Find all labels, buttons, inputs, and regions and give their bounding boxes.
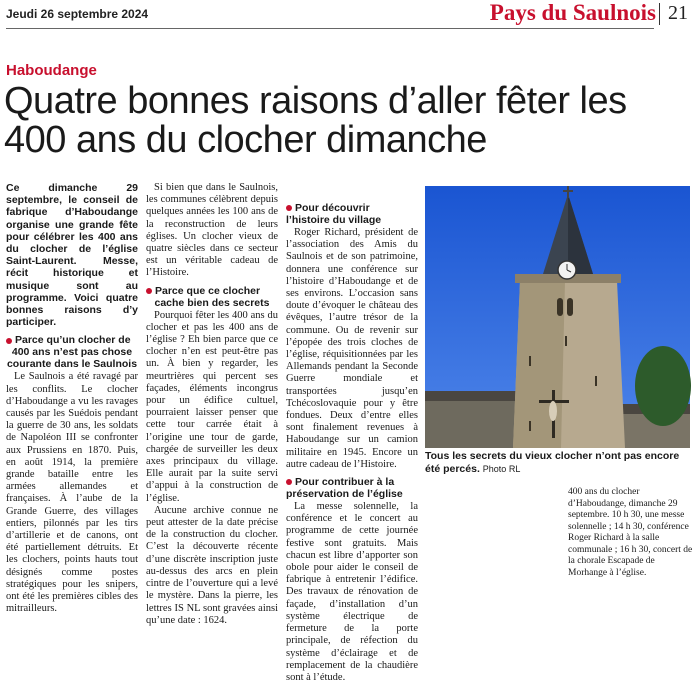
header-divider [659,3,660,25]
subheading-1 [6,334,138,370]
church-photo [425,186,690,448]
article-column-1 [6,182,138,616]
practical-info-text: 400 ans du clocher d’Haboudange, dimanche 29 septembre. 10 h 30, une messe solennelle ; 14 h 30, conférence Roger Richard à la salle communale ; 16 h 30, concert de la chorale Escapade de Morhange à l’église. [568,487,693,578]
page-number: 21 [668,2,688,24]
subheading-line: l’histoire du village [286,214,382,226]
body-paragraph: Pourquoi fêter les 400 ans du clocher et pas les 400 ans de l’église ? Eh bien parce que ce clocher n’en est peut-être pas un. À bien y regarder, les meurtrières qui percent ses façades, éléments incongrus pour un édifice cultuel, pourraient laisser penser que cette tour carrée était à l’origine une tour de garde, chargée de surveiller les deux axes principaux du village. Elle aurait par la suite servi d’appui à la construction de l’église. [146,309,278,504]
section-title: Pays du Saulnois [489,0,656,25]
subheading-line: Pour découvrir [295,202,370,214]
body-paragraph: La messe solennelle, la conférence et le concert au programme de cette journée festive sont gratuits. Mais chacun est libre d’apporter son obole pour aider le conseil de fabrique à entretenir l’édifice. Des travaux de rénovation de façade, d’installation d’un système électrique de fermeture de la porte principale, de réfection du système d’éclairage et de remplacement de la chaudière sont à l’étude. [286,501,418,683]
header-rule [6,28,654,29]
subheading-line: Parce que ce clocher [155,284,261,297]
bullet-dot-icon [286,205,292,211]
subheading-4 [286,476,418,500]
subheading-line: Parce qu’un clocher de [15,334,131,347]
lead-paragraph: Ce dimanche 29 septembre, le conseil de fabrique d’Haboudange organise une grande fête pour célébrer les 400 ans du clocher de l’église Saint-Laurent. Messe, récit historique et musique sont au programme. Voici quatre bonnes raisons d’y participer. [6,182,138,329]
subheading-line: cache bien des secrets [154,296,270,309]
photo-credit: Photo RL [482,464,521,474]
caption-text: Tous les secrets du vieux clocher n’ont pas encore été percés. [425,450,680,475]
photo-caption [425,450,690,476]
issue-date: Jeudi 26 septembre 2024 [6,7,149,21]
bullet-dot-icon [146,288,152,294]
church-tower-illustration [425,186,690,448]
body-paragraph: Le Saulnois a été ravagé par les conflits. Le clocher d’Haboudange a vu les ravages causés par les Suédois pendant la guerre de 30 ans, les soldats de Napoléon III se confronter aux Prussiens en 1870. Puis, en août 1914, la première grande bataille entre les armées allemandes et françaises. À l’aube de la Grande Guerre, des villages entiers, pilonnés par les tirs d’artillerie et de canons, ont été partiellement détruits. Et les clochers, points hauts tout désignés comme postes stratégiques pour les snipers, ont été les premières cibles des mitrailleurs. [6,371,138,615]
subheading-3 [286,202,418,226]
subheading-line: préservation de l’église [286,488,403,501]
body-paragraph: Si bien que dans le Saulnois, les communes célèbrent depuis quelques années les 100 ans de la reconstruction de leurs églises. Un clocher vieux de quatre siècles dans ce secteur est un véritable cadeau de l’Histoire. [146,182,278,279]
subheading-line: Pour contribuer à la [295,476,395,489]
kicker: Haboudange [6,62,97,79]
practical-info [568,487,694,579]
subheading-line: 400 ans n’est pas chose [11,346,133,359]
bullet-dot-icon [286,479,292,485]
article-column-2 [146,182,278,627]
subheading-line: courante dans le Saulnois [6,358,138,371]
article-column-3 [286,198,418,684]
body-paragraph: Aucune archive connue ne peut attester de la date précise de la construction du clocher. C’est la découverte récente d’une discrète inscription juste au-dessus des arcs en plein cintre de l’ouverture qui a levé le mystère. Dans la pierre, les lettres IS NL sont gravées ainsi qu’une date : 1624. [146,504,278,626]
body-paragraph: Roger Richard, président de l’association des Amis du Saulnois et de son patrimoine, donnera une conférence sur l’histoire d’Haboudange et de ses environs. L’occasion sans doute d’évoquer le château des évêques, l’autre trésor de la commune. Ou de revenir sur l’épopée des trois cloches de l’église, réquisitionnées par les Allemands pendant la Seconde Guerre mondiale et transportées jusqu’en Tchécoslovaquie pour y être fondues. Deux d’entre elles sont finalement revenues à Haboudange sur un camion militaire en 1945. Encore un autre cadeau de l’Histoire. [286,227,418,470]
headline: Quatre bonnes raisons d’aller fêter les 400 ans du clocher dimanche [4,80,627,161]
bullet-dot-icon [6,338,12,344]
subheading-2 [146,285,278,309]
page-header [0,0,696,30]
